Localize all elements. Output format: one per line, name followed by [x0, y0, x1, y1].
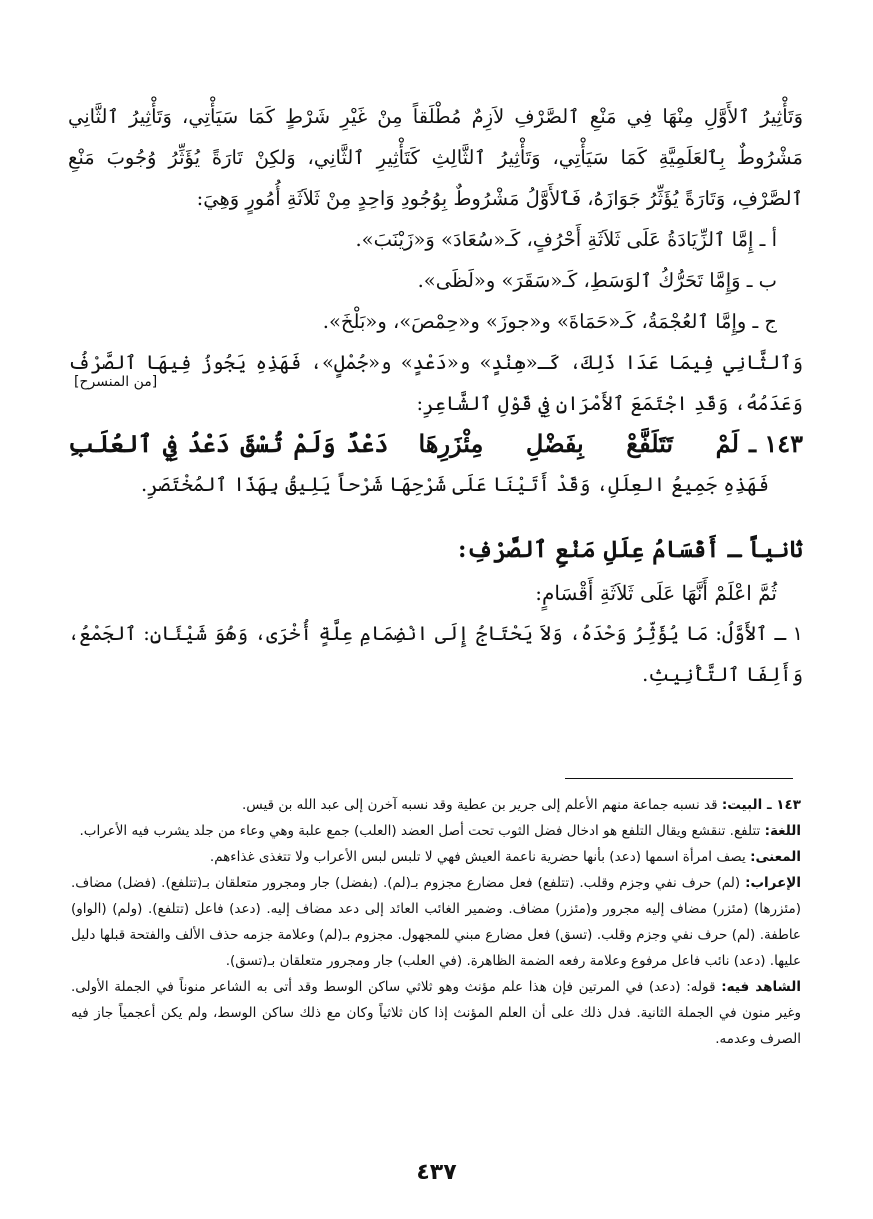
list-item-b: ب ـ وَإِمَّا تَحَرُّكُ ٱلوَسَطِ، كَـ«سَقَرَ» و«لَظَى». — [417, 269, 777, 292]
intro-paragraph: وَتَأْثِيرُ ٱلأَوَّلِ مِنْهَا فِي مَنْعِ ٱلصَّرْفِ لاَزِمٌ مُطْلَقاً مِنْ غَيْرِ شَرْطٍ كَمَا سَيَأْتِي، وَتَأْثِيرُ ٱلثَّانِي مَشْرُوطٌ بِٱلعَلَمِيَّةِ كَمَا سَيَأْتِي، وَتَأْثِيرُ ٱلثَّالِثِ كَتَأْثِيرِ ٱلثَّانِي، وَلكِنْ تَارَةً يُؤَثِّرُ وُجُوبَ مَنْعِ ٱلصَّرْفِ، وَتَارَةً يُؤَثِّرُ جَوَازَهُ، فَٱلأَوَّلُ مَشْرُوطٌ بِوُجُودِ وَاحِدٍ مِنْ ثَلاَثَةِ أُمُورٍ وَهِيَ: — [68, 105, 803, 210]
footnote-mana-label: المعنى: — [750, 849, 801, 865]
footnote-mana-text: يصف امرأة اسمها (دعد) بأنها حضرية ناعمة العيش فهي لا تلبس لبس الأعراب ولا تتغذى غذاءهم. — [209, 849, 746, 865]
footnotes — [71, 792, 801, 1052]
main-text — [68, 96, 803, 695]
footnote-house-text: قد نسبه جماعة منهم الأعلم إلى جرير بن عطية وقد نسبه آخرن إلى عبد الله بن قيس. — [242, 797, 718, 813]
footnote-shahid-label: الشاهد فيه: — [721, 979, 801, 995]
footnote-shahid — [71, 974, 801, 1052]
verse-number: ١٤٣ ـ — [748, 429, 803, 458]
footnote-shahid-text: قوله: (دعد) في المرتين فإن هذا علم مؤنث وهو ثلاثي ساكن الوسط وقد أتى به الشاعر منوناً في الجملة الأولى. وغير منون في الجملة الثانية. فدل ذلك على أن العلم المؤنث إذا كان ثلاثياً وكان مع ذلك ساكن الوسط، ولم يكن أعجمياً جاز فيه الصرف وعدمه. — [71, 979, 801, 1047]
footnote-lugha-label: اللغة: — [764, 823, 801, 839]
page-number: ٤٣٧ — [416, 1160, 457, 1185]
verse-second-hemistich: دَعْدٌ وَلَمْ تُسْقَ دَعْدُ فِي ٱلعُلَبِ — [68, 429, 389, 458]
footnote-lugha — [71, 818, 801, 844]
after-verse-paragraph: فَهَذِهِ جَمِيعُ العِلَلِ، وَقَدْ أَتَيْنَا عَلَى شَرْحِهَا شَرْحاً يَلِيقُ بِهَذَا ٱلمُخْتَصَرِ. — [140, 473, 769, 496]
footnote-irab-text: (لم) حرف نفي وجزم وقلب. (تتلفع) فعل مضارع مجزوم بـ(لم). (بفضل) جار ومجرور متعلقان بـ(تتلفع). (فضل) مضاف. (مئزرها) (مئزر) مضاف إليه مجرور و(مئزر) مضاف. وضمير الغائب العائد إلى دعد مضاف إليه. (دعد) فاعل (تتلفع). (ولم) (الواو) عاطفة. (لم) حرف نفي وجزم وقلب. (تسق) فعل مضارع مبني للمجهول. مجزوم بـ(لم) وعلامة جزمه حذف الألف والفتحة قبلها دليل عليها. (دعد) نائب فاعل مرفوع وعلامة رفعه الضمة الظاهرة. (في العلب) جار ومجرور متعلقان بـ(تسق). — [71, 875, 801, 969]
footnote-lugha-text: تتلفع. تنقشع ويقال التلفع هو ادخال فضل الثوب تحت أصل العضد (العلب) جمع علبة وهي وعاء من جلد يشرب فيه الأعراب. — [79, 823, 761, 839]
verse-first-hemistich: لَمْ تَتَلَفَّعْ بِفَضْلِ مِئْزَرِهَا — [418, 429, 739, 458]
list-item-c: ج ـ وإِمَّا ٱلعُجْمَةُ، كَـ«حَمَاةَ» و«جوزَ» و«حِمْصَ»، و«بَلْخَ». — [322, 310, 777, 333]
section-subheading: ثُمَّ اعْلَمْ أَنَّهَا عَلَى ثَلاَثَةِ أَقْسَامٍ: — [535, 581, 777, 605]
footnote-irab — [71, 870, 801, 974]
section-heading: ثانياً ـ أَقْسَامُ عِلَلِ مَنْعِ ٱلصَّرْفِ: — [457, 536, 803, 563]
footnote-divider — [565, 778, 793, 779]
first-kind-paragraph: ١ ـ ٱلأَوَّلُ: مَا يُؤَثِّرُ وَحْدَهُ، وَلاَ يَحْتَاجُ إِلَى انْضِمَامِ عِلَّةٍ أُخْرَى، وَهُوَ شَيْئَانِ: ٱلجَمْعُ، وَأَلِفَا ٱلتَّأْنِيثِ. — [68, 622, 803, 686]
footnote-house — [71, 792, 801, 818]
poetic-meter: [من المنسرح] — [74, 374, 158, 390]
footnote-mana — [71, 844, 801, 870]
verse-line — [68, 424, 803, 464]
second-paragraph: وَٱلثَّانِي فِيمَا عَدَا ذَلِكَ، كَـ«هِنْدٍ» و«دَعْدٍ» و«جُمْلٍ»، فَهَذِهِ يَجُوزُ فِيهَا ٱلصَّرْفُ وَعَدَمُهُ، وَقَدِ اجْتَمَعَ ٱلأَمْرَانِ فِي قَوْلِ ٱلشَّاعِرِ: — [68, 351, 803, 415]
footnote-irab-label: الإعراب: — [745, 875, 801, 891]
list-item-a: أ ـ إِمَّا ٱلزِّيَادَةُ عَلَى ثَلاَثَةِ أَحْرُفٍ، كَـ«سُعَادَ» وَ«زَيْنَبَ». — [355, 228, 777, 251]
footnote-house-label: ١٤٣ ـ البيت: — [721, 797, 801, 813]
